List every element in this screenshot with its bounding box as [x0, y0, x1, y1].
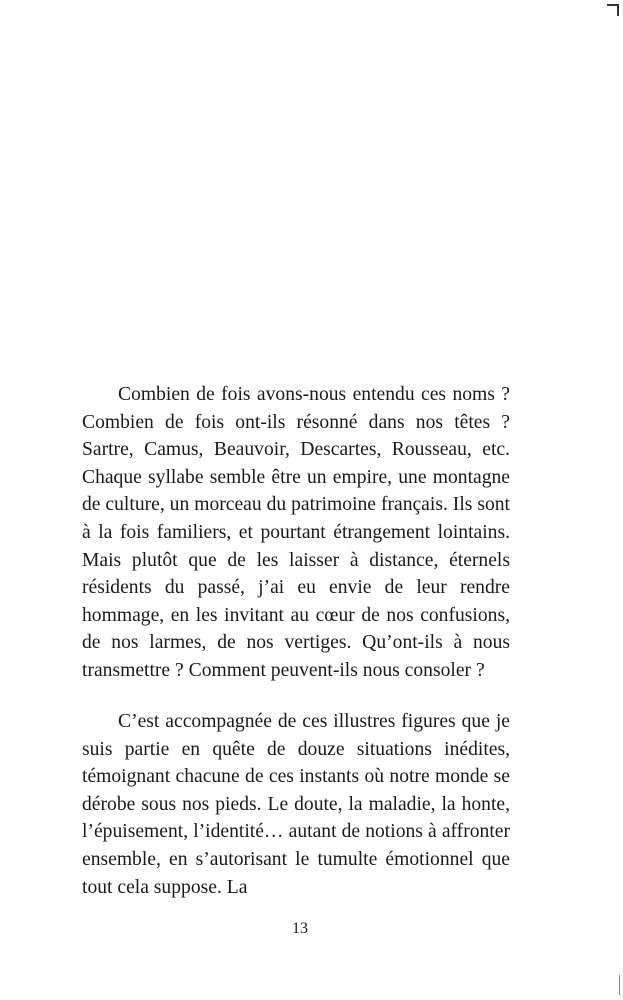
- page-edge-mark: [619, 975, 620, 995]
- corner-crop-mark: [607, 4, 619, 16]
- paragraph-block-2: [82, 708, 510, 901]
- paragraph-2: C’est accompagnée de ces illustres figures que je suis partie en quête de douze situations inédites, témoignant chacune de ces instants où notre monde se dérobe sous nos pieds. Le doute, la maladie, la honte, l’épuisement, l’identité… autant de notions à affronter ensemble, en s’autorisant le tumulte émotionnel que tout cela suppose. La: [82, 711, 510, 898]
- page-number: 13: [292, 920, 308, 937]
- paragraph-1: Combien de fois avons-nous entendu ces noms ? Combien de fois ont-ils résonné dans nos têtes ? Sartre, Camus, Beauvoir, Descartes, Rousseau, etc. Chaque syllabe semble être un empire, une montagne de culture, un morceau du patrimoine français. Ils sont à la fois familiers, et pourtant étrangement lointains. Mais plutôt que de les laisser à distance, éternels résidents du passé, j’ai eu envie de leur rendre hommage, en les invitant au cœur de nos confusions, de nos larmes, de nos vertiges. Qu’ont-ils à nous transmettre ? Comment peuvent-ils nous consoler ?: [82, 384, 510, 681]
- paragraph-block-1: [82, 381, 510, 685]
